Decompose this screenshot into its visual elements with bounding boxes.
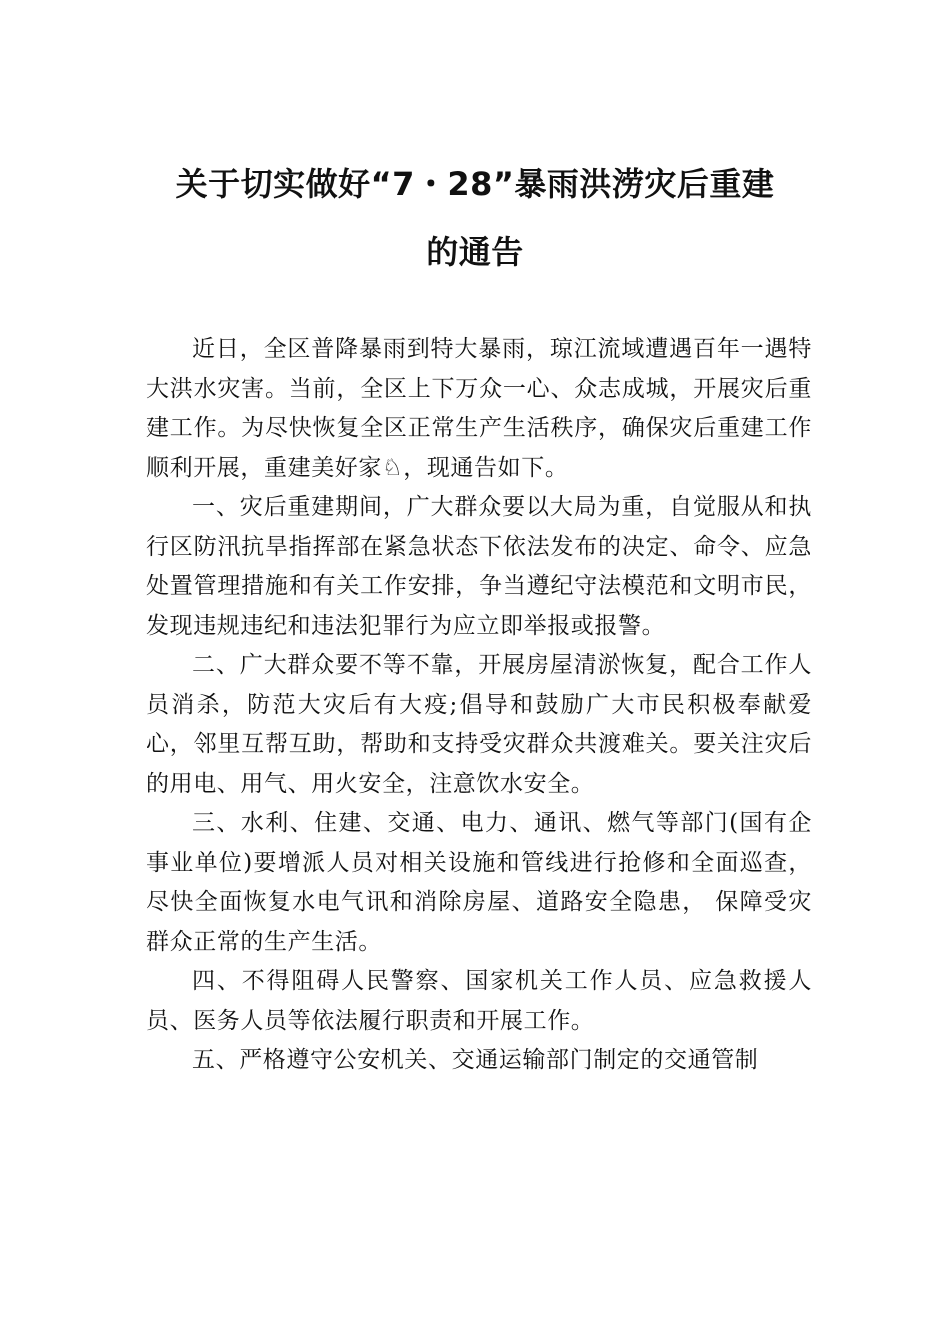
item-3-paragraph: 三、水利、住建、交通、电力、通讯、燃气等部门(国有企事业单位)要增派人员对相关设施和管线进行抢修和全面巡查，尽快全面恢复水电气讯和消除房屋、道路安全隐患， 保障受灾群众正常的生产生活。 [146,810,812,955]
intro-paragraph: 近日，全区普降暴雨到特大暴雨，琼江流域遭遇百年一遇特大洪水灾害。当前，全区上下万众一心、众志成城，开展灾后重建工作。为尽快恢复全区正常生产生活秩序，确保灾后重建工作顺利开展，重建美好家♘，现通告如下。 [146,336,812,481]
title-line-2: 的通告 [426,233,524,271]
item-4-paragraph: 四、不得阻碍人民警察、国家机关工作人员、应急救援人员、医务人员等依法履行职责和开展工作。 [146,968,812,1034]
item-2-paragraph: 二、广大群众要不等不靠，开展房屋清淤恢复，配合工作人员消杀，防范大灾后有大疫;倡导和鼓励广大市民积极奉献爱心，邻里互帮互助，帮助和支持受灾群众共渡难关。要关注灾后的用电、用气、用火安全，注意饮水安全。 [146,652,812,797]
document-body [146,330,812,1081]
item-5-paragraph: 五、严格遵守公安机关、交通运输部门制定的交通管制 [192,1047,759,1073]
item-1-paragraph: 一、灾后重建期间，广大群众要以大局为重，自觉服从和执行区防汛抗旱指挥部在紧急状态下依法发布的决定、命令、应急处置管理措施和有关工作安排，争当遵纪守法模范和文明市民，发现违规违纪和违法犯罪行为应立即举报或报警。 [146,494,812,639]
document-title [140,150,810,286]
title-line-1: 关于切实做好“7・28”暴雨洪涝灾后重建 [175,165,775,203]
